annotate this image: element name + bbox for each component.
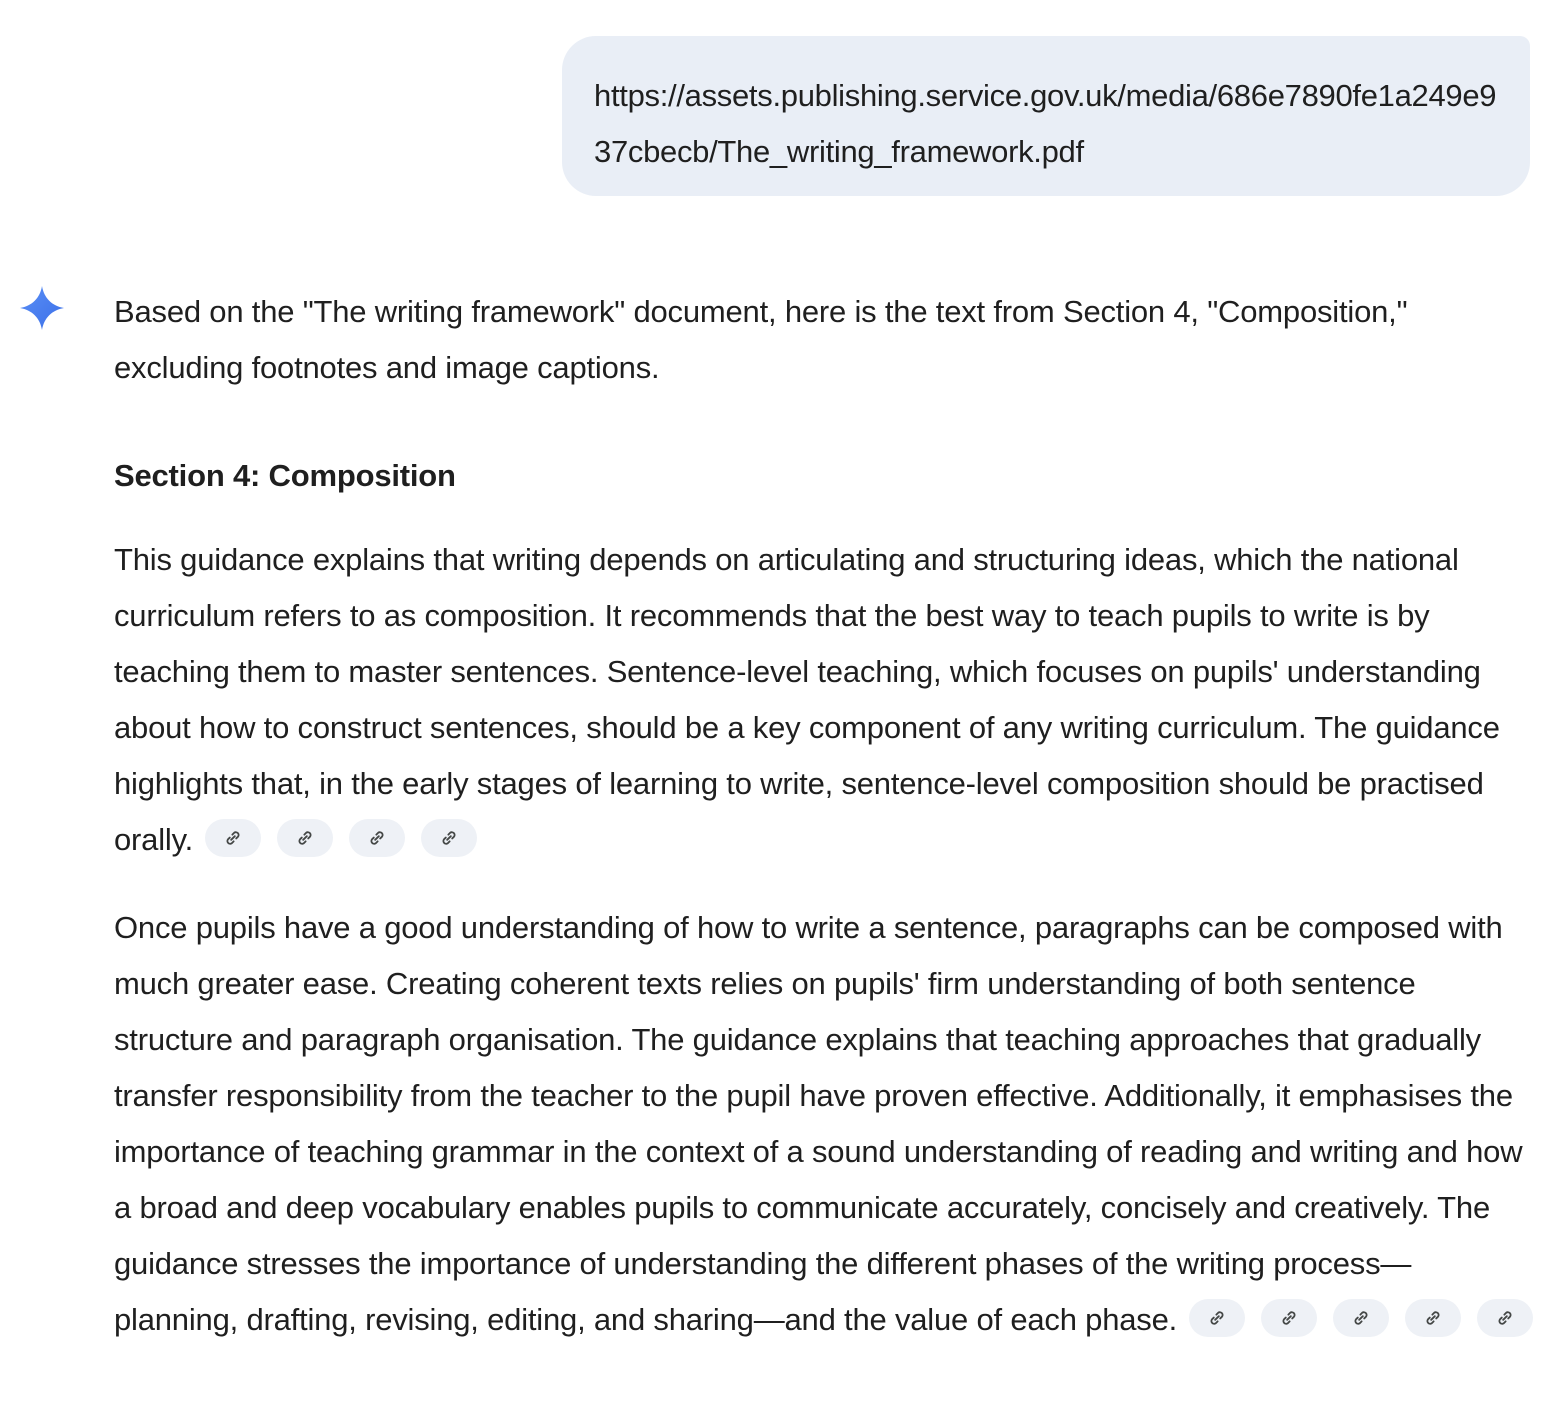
link-icon [1422, 1307, 1444, 1329]
citation-chip[interactable] [349, 819, 405, 857]
link-icon [222, 827, 244, 849]
paragraph-1-text: This guidance explains that writing depends on articulating and structuring ideas, which the national curriculum refers to as composition. It recommends that the best way to teach pupils to write is by teaching them to master sentences. Sentence-level teaching, which focuses on pupils' understanding about how to construct sentences, should be a key component of any writing curriculum. The guidance highlights that, in the early stages of learning to write, sentence-level composition should be practised orally. [114, 542, 1500, 857]
link-icon [1494, 1307, 1516, 1329]
link-icon [1206, 1307, 1228, 1329]
user-message-text: https://assets.publishing.service.gov.uk/media/686e7890fe1a249e937cbecb/The_writing_framework.pdf [594, 78, 1497, 169]
citation-chip[interactable] [277, 819, 333, 857]
citation-chip[interactable] [1189, 1299, 1245, 1337]
citation-chip[interactable] [1405, 1299, 1461, 1337]
link-icon [294, 827, 316, 849]
citation-chip[interactable] [1261, 1299, 1317, 1337]
paragraph-2-text: Once pupils have a good understanding of how to write a sentence, paragraphs can be composed with much greater ease. Creating coherent texts relies on pupils' firm understanding of both sentence structure and paragraph organisation. The guidance explains that teaching approaches that gradually transfer responsibility from the teacher to the pupil have proven effective. Additionally, it emphasises the importance of teaching grammar in the context of a sound understanding of reading and writing and how a broad and deep vocabulary enables pupils to communicate accurately, concisely and creatively. The guidance stresses the importance of understanding the different phases of the writing process—planning, drafting, revising, editing, and sharing—and the value of each phase. [114, 910, 1523, 1337]
paragraph-1 [114, 532, 1534, 868]
link-icon [1350, 1307, 1372, 1329]
link-icon [1278, 1307, 1300, 1329]
link-icon [438, 827, 460, 849]
paragraph-2 [114, 900, 1534, 1348]
link-icon [366, 827, 388, 849]
response-intro: Based on the "The writing framework" document, here is the text from Section 4, "Composition," excluding footnotes and image captions. [114, 294, 1408, 385]
citation-chip[interactable] [1477, 1299, 1533, 1337]
user-message-bubble [562, 36, 1530, 196]
assistant-response [114, 284, 1534, 1348]
section-heading: Section 4: Composition [114, 458, 456, 493]
citation-chip[interactable] [1333, 1299, 1389, 1337]
citation-chip[interactable] [421, 819, 477, 857]
citation-chip[interactable] [205, 819, 261, 857]
gemini-sparkle-icon [18, 284, 66, 332]
